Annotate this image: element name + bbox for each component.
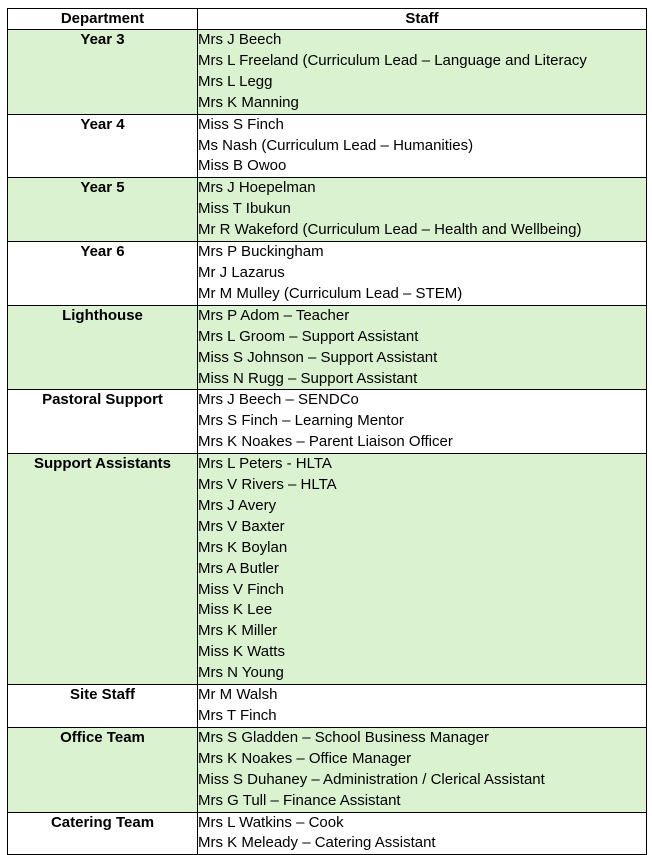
staff-cell — [198, 114, 647, 178]
staff-member: Mr R Wakeford (Curriculum Lead – Health and Wellbeing) — [198, 221, 582, 239]
staff-member: Mrs L Groom – Support Assistant — [198, 327, 419, 345]
staff-member: Mrs K Miller — [198, 622, 278, 640]
staff-member: Miss S Finch — [198, 115, 284, 133]
staff-member: Mrs V Baxter — [198, 517, 285, 535]
staff-member: Miss T Ibukun — [198, 200, 291, 218]
table-row — [8, 390, 647, 454]
department-cell: Pastoral Support — [8, 390, 198, 454]
department-cell: Support Assistants — [8, 454, 198, 685]
staff-member: Miss K Watts — [198, 643, 285, 661]
staff-member: Mr M Walsh — [198, 686, 278, 704]
department-cell: Site Staff — [8, 685, 198, 728]
staff-cell — [198, 30, 647, 115]
staff-cell — [198, 727, 647, 812]
header-row — [8, 9, 647, 30]
department-cell: Year 4 — [8, 114, 198, 178]
staff-table — [7, 8, 647, 855]
staff-cell — [198, 685, 647, 728]
staff-member: Mrs L Peters - HLTA — [198, 455, 332, 473]
table-body — [8, 30, 647, 855]
staff-member: Mrs P Adom – Teacher — [198, 306, 350, 324]
staff-member: Miss B Owoo — [198, 157, 287, 175]
staff-member: Mr M Mulley (Curriculum Lead – STEM) — [198, 284, 463, 302]
department-cell: Year 6 — [8, 242, 198, 306]
staff-member: Miss S Duhaney – Administration / Clerical Assistant — [198, 770, 545, 788]
department-cell: Year 3 — [8, 30, 198, 115]
staff-member: Mrs K Noakes – Office Manager — [198, 749, 412, 767]
table-row — [8, 114, 647, 178]
staff-member: Mrs L Legg — [198, 72, 273, 90]
department-cell: Office Team — [8, 727, 198, 812]
table-row — [8, 727, 647, 812]
staff-column-header: Staff — [198, 9, 647, 30]
staff-cell — [198, 812, 647, 855]
staff-member: Mrs T Finch — [198, 707, 277, 724]
department-cell: Catering Team — [8, 812, 198, 855]
staff-member: Mrs N Young — [198, 664, 284, 682]
staff-member: Mrs J Beech — [198, 31, 282, 48]
department-cell: Lighthouse — [8, 305, 198, 390]
staff-member: Miss K Lee — [198, 601, 273, 619]
staff-cell — [198, 242, 647, 306]
staff-cell — [198, 178, 647, 242]
staff-member: Miss N Rugg – Support Assistant — [198, 369, 418, 387]
staff-member: Mrs G Tull – Finance Assistant — [198, 791, 401, 809]
staff-member: Miss S Johnson – Support Assistant — [198, 348, 438, 366]
staff-member: Mrs J Hoepelman — [198, 179, 316, 197]
staff-cell — [198, 305, 647, 390]
staff-member: Mrs S Gladden – School Business Manager — [198, 728, 489, 746]
staff-member: Mrs P Buckingham — [198, 243, 324, 261]
staff-cell — [198, 390, 647, 454]
staff-cell — [198, 454, 647, 685]
staff-member: Mrs S Finch – Learning Mentor — [198, 412, 404, 430]
table-row — [8, 178, 647, 242]
staff-member: Mrs L Freeland (Curriculum Lead – Language and Literacy — [198, 51, 587, 69]
department-column-header: Department — [8, 9, 198, 30]
staff-member: Mrs J Avery — [198, 496, 277, 514]
staff-member: Mrs J Beech – SENDCo — [198, 391, 359, 409]
staff-member: Mrs K Noakes – Parent Liaison Officer — [198, 433, 453, 451]
staff-member: Mrs K Manning — [198, 93, 299, 111]
staff-member: Mrs A Butler — [198, 559, 279, 577]
department-cell: Year 5 — [8, 178, 198, 242]
table-row — [8, 685, 647, 728]
staff-member: Miss V Finch — [198, 580, 284, 598]
staff-member: Mrs V Rivers – HLTA — [198, 476, 337, 494]
staff-member: Mr J Lazarus — [198, 263, 285, 281]
table-row — [8, 812, 647, 855]
staff-member: Mrs K Boylan — [198, 538, 288, 556]
staff-member: Mrs K Meleady – Catering Assistant — [198, 834, 436, 852]
table-row — [8, 454, 647, 685]
table-row — [8, 305, 647, 390]
table-row — [8, 242, 647, 306]
staff-member: Ms Nash (Curriculum Lead – Humanities) — [198, 136, 474, 154]
staff-member: Mrs L Watkins – Cook — [198, 813, 344, 831]
table-row — [8, 30, 647, 115]
